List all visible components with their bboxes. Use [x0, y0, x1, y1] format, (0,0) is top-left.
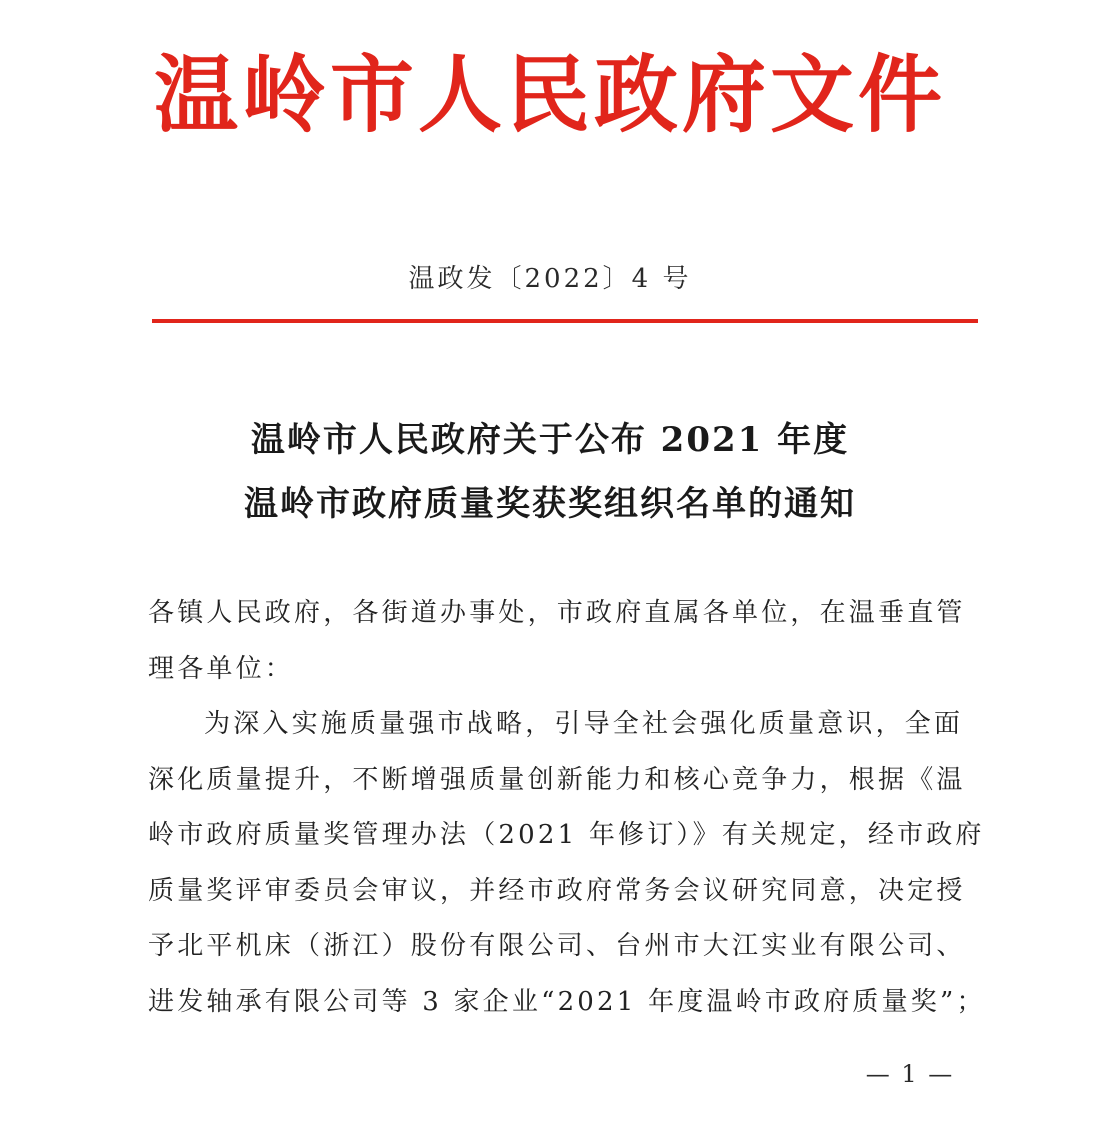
page-number: — 1 —: [865, 1060, 955, 1088]
body-line-addressees-1: 各镇人民政府，各街道办事处，市政府直属各单位，在温垂直管: [148, 598, 966, 628]
notice-title: [0, 408, 1100, 536]
document-number: 温政发〔2022〕4 号: [408, 264, 692, 294]
notice-body: [148, 586, 986, 1030]
red-divider-line: [152, 319, 978, 323]
body-line: 岭市政府质量奖管理办法（2021 年修订）》有关规定，经市政府: [148, 820, 985, 850]
body-line: 予北平机床（浙江）股份有限公司、台州市大江实业有限公司、: [148, 931, 966, 961]
notice-title-line-2: 温岭市政府质量奖获奖组织名单的通知: [244, 484, 856, 524]
body-line: 进发轴承有限公司等 3 家企业“2021 年度温岭市政府质量奖”；: [148, 986, 986, 1017]
body-line: 质量奖评审委员会审议，并经市政府常务会议研究同意，决定授: [148, 875, 966, 906]
masthead-title: 温岭市人民政府文件: [153, 45, 946, 144]
body-line-paragraph-start: 为深入实施质量强市战略，引导全社会强化质量意识，全面: [204, 709, 964, 739]
body-line: 深化质量提升，不断增强质量创新能力和核心竞争力，根据《温: [148, 764, 966, 795]
body-line-addressees-2: 理各单位：: [148, 653, 295, 684]
notice-title-line-1: 温岭市人民政府关于公布 2021 年度: [250, 420, 850, 460]
